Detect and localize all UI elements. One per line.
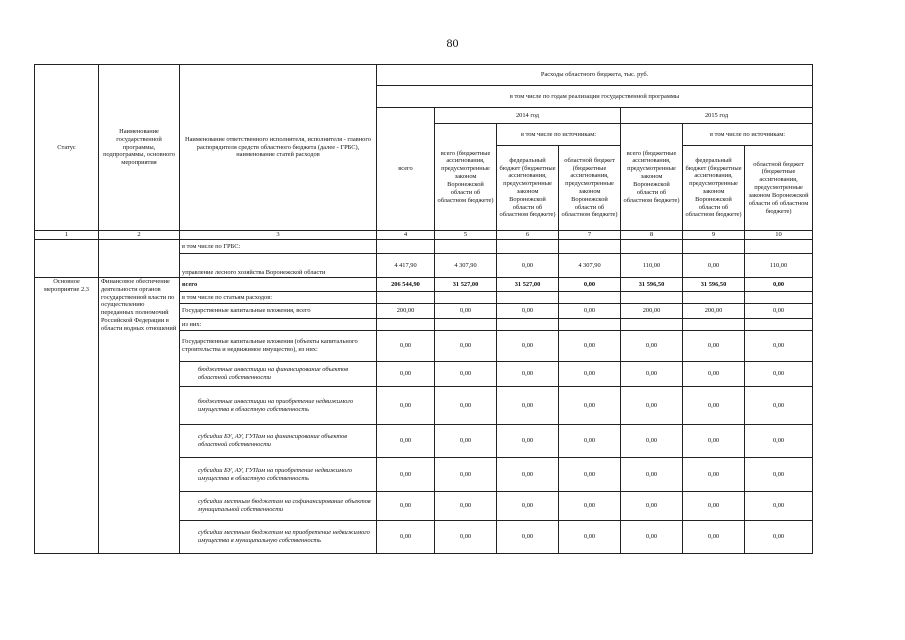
budget-table <box>34 64 813 554</box>
column-number: 2 <box>99 231 180 240</box>
cell-value: 0,00 <box>377 387 435 425</box>
row-label: бюджетные инвестиции на финансирование объектов областной собственности <box>180 362 377 387</box>
cell-value: 0,00 <box>559 304 621 319</box>
cell-value: 0,00 <box>377 362 435 387</box>
table-row <box>35 278 813 292</box>
cell-value: 0,00 <box>435 387 497 425</box>
row-label: субсидии местным бюджетам на софинансирование объектов муниципальной собственности <box>180 492 377 521</box>
cell-value: 0,00 <box>683 492 745 521</box>
cell-value: 0,00 <box>435 521 497 554</box>
column-number: 9 <box>683 231 745 240</box>
cell-value: 0,00 <box>497 304 559 319</box>
cell-value: 0,00 <box>559 331 621 362</box>
cell-value: 4 307,90 <box>435 254 497 278</box>
header-year-2014: 2014 год <box>435 108 621 124</box>
row-label: управление лесного хозяйства Воронежской области <box>180 254 377 278</box>
row-label: субсидии местным бюджетам на приобретение недвижимого имущества в муниципальную собственность <box>180 521 377 554</box>
cell-value: 200,00 <box>377 304 435 319</box>
cell-value: 4 307,90 <box>559 254 621 278</box>
header-expenses: Расходы областного бюджета, тыс. руб. <box>377 65 813 86</box>
header-sum-2015: всего (бюджетные ассигнования, предусмотренные законом Воронежской области об областном бюджете) <box>621 124 683 231</box>
cell-value: 0,00 <box>497 362 559 387</box>
cell-value: 0,00 <box>683 254 745 278</box>
header-regional-2015: областной бюджет (бюджетные ассигнования, предусмотренные законом Воронежской области об областном бюджете) <box>745 146 813 231</box>
page-number: 80 <box>446 36 459 50</box>
cell-value: 0,00 <box>745 362 813 387</box>
row-label: Государственные капитальные вложения (объекты капитального строительства и недвижимое имущество), из них: <box>180 331 377 362</box>
cell-value: 0,00 <box>497 425 559 458</box>
column-number: 5 <box>435 231 497 240</box>
cell-value: 0,00 <box>559 521 621 554</box>
row-label: всего <box>180 278 377 292</box>
header-federal-2015: федеральный бюджет (бюджетные ассигнования, предусмотренные законом Воронежской области об областном бюджете) <box>683 146 745 231</box>
cell-value: 0,00 <box>745 387 813 425</box>
cell-value: 0,00 <box>745 278 813 292</box>
cell-value: 0,00 <box>435 304 497 319</box>
column-numbers-row <box>35 231 813 240</box>
cell-value: 0,00 <box>745 458 813 492</box>
header-sources-2014: в том числе по источникам: <box>497 124 621 146</box>
cell-value: 0,00 <box>497 331 559 362</box>
row-label: субсидии БУ, АУ, ГУПам на финансирование объектов областной собственности <box>180 425 377 458</box>
cell-value: 0,00 <box>377 492 435 521</box>
row-label: бюджетные инвестиции на приобретение недвижимого имущества в областную собственность <box>180 387 377 425</box>
cell-value: 0,00 <box>377 458 435 492</box>
cell-value: 0,00 <box>377 425 435 458</box>
column-number: 7 <box>559 231 621 240</box>
cell-value: 0,00 <box>745 425 813 458</box>
cell-value: 0,00 <box>683 331 745 362</box>
cell-value: 0,00 <box>745 331 813 362</box>
status-cell: Основное мероприятие 2.3 <box>35 278 99 554</box>
by-articles-label: в том числе по статьям расходов: <box>180 292 377 304</box>
cell-value: 0,00 <box>745 492 813 521</box>
cell-value: 0,00 <box>559 425 621 458</box>
header-sum-2014: всего (бюджетные ассигнования, предусмотренные законом Воронежской области об областном бюджете) <box>435 124 497 231</box>
cell-value: 0,00 <box>497 254 559 278</box>
cell-value: 4 417,90 <box>377 254 435 278</box>
cell-value: 0,00 <box>621 425 683 458</box>
cell-value: 0,00 <box>497 387 559 425</box>
of-them-label: из них: <box>180 319 377 331</box>
cell-value: 0,00 <box>377 331 435 362</box>
cell-value: 200,00 <box>683 304 745 319</box>
cell-value: 110,00 <box>621 254 683 278</box>
column-number: 8 <box>621 231 683 240</box>
cell-value: 31 527,00 <box>435 278 497 292</box>
cell-value: 200,00 <box>621 304 683 319</box>
column-number: 3 <box>180 231 377 240</box>
cell-value: 206 544,90 <box>377 278 435 292</box>
cell-value: 0,00 <box>435 458 497 492</box>
cell-value: 0,00 <box>559 492 621 521</box>
cell-value: 0,00 <box>435 425 497 458</box>
header-year-2015: 2015 год <box>621 108 813 124</box>
cell-value: 0,00 <box>621 387 683 425</box>
cell-value: 0,00 <box>497 458 559 492</box>
header-total: всего <box>377 108 435 231</box>
cell-value: 110,00 <box>745 254 813 278</box>
cell-value: 31 596,50 <box>621 278 683 292</box>
cell-value: 0,00 <box>559 387 621 425</box>
cell-value: 0,00 <box>621 331 683 362</box>
cell-value: 0,00 <box>683 362 745 387</box>
cell-value: 0,00 <box>435 331 497 362</box>
column-number: 10 <box>745 231 813 240</box>
cell-value: 0,00 <box>377 521 435 554</box>
column-number: 4 <box>377 231 435 240</box>
grbs-label: в том числе по ГРБС: <box>180 240 377 254</box>
cell-value: 0,00 <box>621 492 683 521</box>
header-status: Статус <box>35 65 99 231</box>
cell-value: 0,00 <box>559 362 621 387</box>
cell-value: 0,00 <box>621 458 683 492</box>
cell-value: 0,00 <box>621 362 683 387</box>
column-number: 1 <box>35 231 99 240</box>
cell-value: 31 527,00 <box>497 278 559 292</box>
cell-value: 0,00 <box>683 521 745 554</box>
cell-value: 0,00 <box>745 304 813 319</box>
header-executor: Наименование ответственного исполнителя, исполнителя - главного распорядителя средств областного бюджета (далее - ГРБС), наименование статей расходов <box>180 65 377 231</box>
cell-value: 0,00 <box>435 362 497 387</box>
cell-value: 0,00 <box>497 492 559 521</box>
column-number: 6 <box>497 231 559 240</box>
header-federal-2014: федеральный бюджет (бюджетные ассигнования, предусмотренные законом Воронежской области об областном бюджете) <box>497 146 559 231</box>
header-program-name: Наименование государственной программы, подпрограммы, основного мероприятия <box>99 65 180 231</box>
cell-value: 0,00 <box>683 458 745 492</box>
cell-value: 0,00 <box>497 521 559 554</box>
cell-value: 0,00 <box>745 521 813 554</box>
cell-value: 0,00 <box>559 278 621 292</box>
row-label: субсидии БУ, АУ, ГУПам на приобретение недвижимого имущества в областную собственность <box>180 458 377 492</box>
cell-value: 0,00 <box>559 458 621 492</box>
header-sources-2015: в том числе по источникам: <box>683 124 813 146</box>
cell-value: 0,00 <box>435 492 497 521</box>
cell-value: 31 596,50 <box>683 278 745 292</box>
measure-name: Финансовое обеспечение деятельности органов государственной власти по осуществлению переданных полномочий Российской Федерации в области водных отношений <box>99 278 180 554</box>
cell-value: 0,00 <box>683 387 745 425</box>
header-by-years: в том числе по годам реализации государственной программы <box>377 86 813 108</box>
cell-value: 0,00 <box>621 521 683 554</box>
row-label: Государственные капитальные вложения, всего <box>180 304 377 319</box>
cell-value: 0,00 <box>683 425 745 458</box>
header-regional-2014: областной бюджет (бюджетные ассигнования, предусмотренные законом Воронежской области об областном бюджете) <box>559 146 621 231</box>
